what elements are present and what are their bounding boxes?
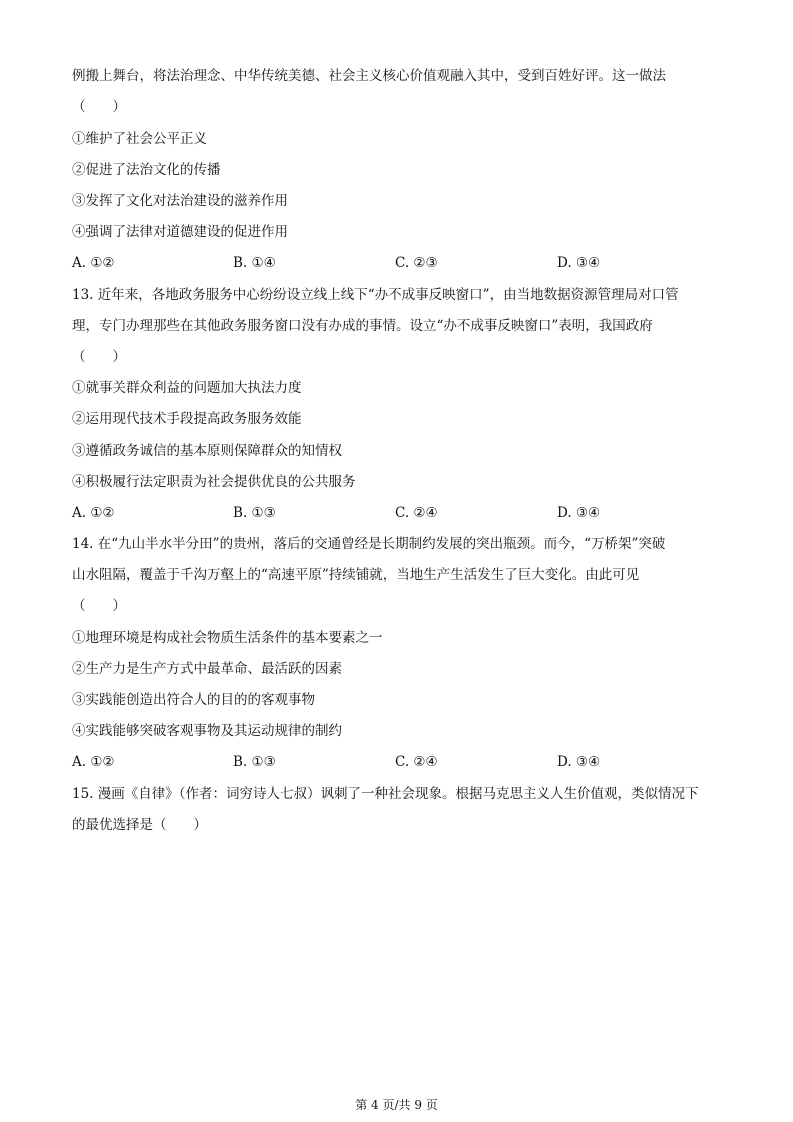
q12-option-c: C. ②③ xyxy=(395,255,438,271)
q14-option-c: C. ②④ xyxy=(395,754,438,770)
q14-option-a: A. ①② xyxy=(72,754,115,770)
q12-option-b: B. ①④ xyxy=(233,255,276,271)
q13-answer-paren: （ ） xyxy=(72,349,126,365)
q13-item-4: ④积极履行法定职责为社会提供优良的公共服务 xyxy=(72,474,356,490)
q14-stem-line-1: 14. 在“九山半水半分田”的贵州，落后的交通曾经是长期制约发展的突出瓶颈。而今，“万桥架”突破 xyxy=(72,536,666,552)
q14-option-d: D. ③④ xyxy=(557,754,601,770)
q12-item-3: ③发挥了文化对法治建设的滋养作用 xyxy=(72,193,288,209)
q13-stem-line-2: 理，专门办理那些在其他政务服务窗口没有办成的事情。设立“办不成事反映窗口”表明，我国政府 xyxy=(72,318,653,334)
q14-answer-paren: （ ） xyxy=(72,598,126,614)
q13-option-c: C. ②④ xyxy=(395,505,438,521)
q12-item-4: ④强调了法律对道德建设的促进作用 xyxy=(72,224,288,240)
q12-item-2: ②促进了法治文化的传播 xyxy=(72,162,221,178)
page-number-footer: 第 4 页/共 9 页 xyxy=(355,1098,438,1112)
q14-options xyxy=(72,753,712,771)
q13-item-3: ③遵循政务诚信的基本原则保障群众的知情权 xyxy=(72,443,342,459)
q12-options xyxy=(72,254,712,272)
q15-stem-line-1: 15. 漫画《自律》（作者：词穷诗人七叔）讽刺了一种社会现象。根据马克思主义人生价值观，类似情况下 xyxy=(72,786,699,802)
q14-item-1: ①地理环境是构成社会物质生活条件的基本要素之一 xyxy=(72,630,383,646)
q13-options xyxy=(72,504,712,522)
q13-stem-line-1: 13. 近年来，各地政务服务中心纷纷设立线上线下“办不成事反映窗口”，由当地数据资源管理局对口管 xyxy=(72,287,679,303)
q14-item-4: ④实践能够突破客观事物及其运动规律的制约 xyxy=(72,723,342,739)
q12-option-a: A. ①② xyxy=(72,255,115,271)
q14-stem-line-2: 山水阻隔，覆盖于千沟万壑上的“高速平原”持续铺就，当地生产生活发生了巨大变化。由此可见 xyxy=(72,567,640,583)
q12-item-1: ①维护了社会公平正义 xyxy=(72,131,207,147)
q12-answer-paren: （ ） xyxy=(72,99,126,115)
q12-stem: 例搬上舞台，将法治理念、中华传统美德、社会主义核心价值观融入其中，受到百姓好评。这一做法 xyxy=(72,68,666,84)
q14-item-2: ②生产力是生产方式中最革命、最活跃的因素 xyxy=(72,661,342,677)
q13-option-a: A. ①② xyxy=(72,505,115,521)
q14-option-b: B. ①③ xyxy=(233,754,276,770)
q13-option-b: B. ①③ xyxy=(233,505,276,521)
q15-stem-line-2: 的最优选择是（ ） xyxy=(72,817,207,833)
q14-item-3: ③实践能创造出符合人的目的的客观事物 xyxy=(72,692,315,708)
q12-option-d: D. ③④ xyxy=(557,255,601,271)
q13-option-d: D. ③④ xyxy=(557,505,601,521)
q13-item-1: ①就事关群众利益的问题加大执法力度 xyxy=(72,380,302,396)
q13-item-2: ②运用现代技术手段提高政务服务效能 xyxy=(72,411,302,427)
